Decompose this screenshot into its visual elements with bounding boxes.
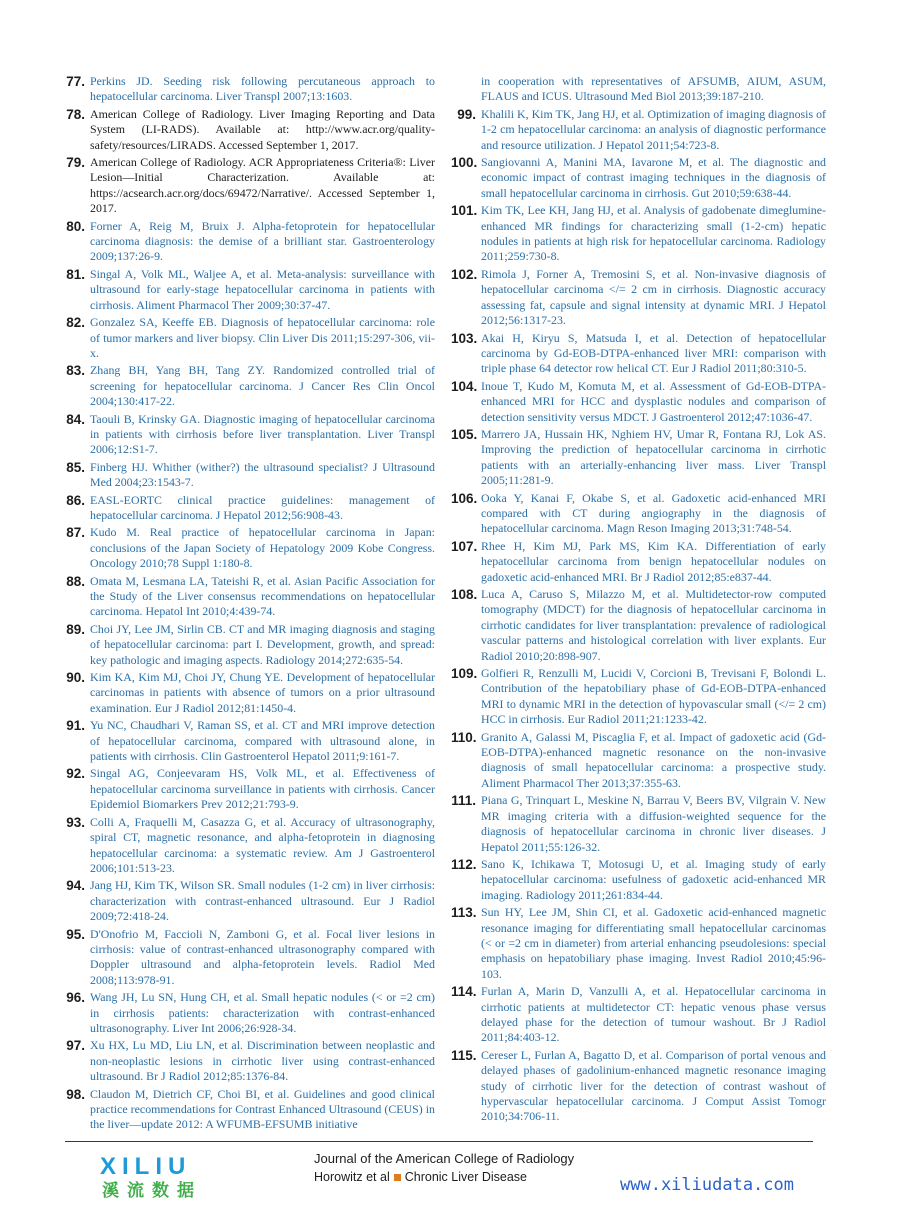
reference-number: 95. [66, 926, 85, 942]
reference-number: 78. [66, 106, 85, 122]
logo-chinese: 溪流数据 [102, 1181, 202, 1200]
reference-text[interactable]: Rhee H, Kim MJ, Park MS, Kim KA. Differentiation of early hepatocellular carcinoma from benign hepatocellular nodules on gadoxetic acid-enhanced MRI. Br J Radiol 2012;85:e837-44. [481, 538, 826, 584]
footer-divider [65, 1141, 813, 1142]
reference-text[interactable]: D'Onofrio M, Faccioli N, Zamboni G, et al. Focal liver lesions in cirrhosis: value of contrast-enhanced ultrasonography compared with Doppler ultrasound and alpha-fetoprotein levels. Radiol Med 2008;113:978-91. [90, 926, 435, 987]
reference-continuation: in cooperation with representatives of AFSUMB, AIUM, ASUM, FLAUS and ICUS. Ultrasound Med Biol 2013;39:187-210. [481, 74, 826, 104]
reference-number: 100. [451, 155, 478, 171]
reference-number: 90. [66, 670, 85, 686]
reference-item [451, 330, 826, 377]
reference-item [66, 266, 435, 313]
reference-text[interactable]: Rimola J, Forner A, Tremosini S, et al. Non-invasive diagnosis of hepatocellular carcinoma </= 2 cm in cirrhosis. Diagnostic accuracy assessing fat, capsule and signal intensity at dynamic MRI. J Hepatol 2012;56:1317-23. [481, 266, 826, 328]
reference-item [451, 1047, 826, 1125]
reference-number: 91. [66, 718, 85, 734]
reference-item [66, 573, 435, 620]
reference-text[interactable]: Xu HX, Lu MD, Liu LN, et al. Discrimination between neoplastic and non-neoplastic lesions in cirrhotic liver using contrast-enhanced ultrasound. Br J Radiol 2012;85:1376-84. [90, 1038, 435, 1084]
reference-number: 79. [66, 155, 85, 171]
reference-text[interactable]: Yu NC, Chaudhari V, Raman SS, et al. CT and MRI improve detection of hepatocellular carcinoma, compared with ultrasound alone, in patients with cirrhosis. Clin Gastroenterol Hepatol 2011;9:161-7. [90, 718, 435, 764]
reference-item [451, 793, 826, 855]
reference-text[interactable]: Finberg HJ. Whither (wither?) the ultrasound specialist? J Ultrasound Med 2004;23:1543-7. [90, 459, 435, 490]
reference-item [451, 426, 826, 489]
reference-text[interactable]: Furlan A, Marin D, Vanzulli A, et al. Hepatocellular carcinoma in cirrhotic patients at multidetector CT: hepatic venous phase versus delayed phase for the detection of tumour washout. Br J Radiol 2011;84:403-12. [481, 984, 826, 1045]
reference-number: 84. [66, 411, 85, 427]
reference-text[interactable]: Kim KA, Kim MJ, Choi JY, Chung YE. Development of hepatocellular carcinomas in patients with absence of tumors on a prior ultrasound examination. Eur J Radiol 2012;81:1450-4. [90, 670, 435, 715]
reference-number: 88. [66, 573, 85, 589]
reference-number: 98. [66, 1086, 85, 1102]
reference-text[interactable]: Omata M, Lesmana LA, Tateishi R, et al. Asian Pacific Association for the Study of the Liver consensus recommendations on hepatocellular carcinoma. Hepatol Int 2010;4:439-74. [90, 573, 435, 619]
reference-text[interactable]: Singal AG, Conjeevaram HS, Volk ML, et al. Effectiveness of hepatocellular carcinoma surveillance in patients with cirrhosis. Cancer Epidemiol Biomarkers Prev 2012;21:793-9. [90, 766, 435, 812]
reference-item [451, 490, 826, 537]
reference-item [66, 990, 435, 1036]
reference-number: 80. [66, 218, 85, 234]
reference-number: 81. [66, 266, 85, 282]
reference-item [66, 411, 435, 458]
reference-number: 97. [66, 1038, 85, 1054]
reference-text[interactable]: Zhang BH, Yang BH, Tang ZY. Randomized controlled trial of screening for hepatocellular carcinoma. J Cancer Res Clin Oncol 2004;130:417-22. [90, 363, 435, 409]
reference-number: 106. [451, 490, 478, 506]
reference-item [66, 74, 435, 105]
reference-text[interactable]: Perkins JD. Seeding risk following percutaneous approach to hepatocellular carcinoma. Liver Transpl 2007;13:1603. [90, 74, 435, 104]
reference-number: 99. [457, 106, 476, 122]
reference-item [66, 1086, 435, 1133]
reference-item [66, 1038, 435, 1084]
reference-text[interactable]: Piana G, Trinquart L, Meskine N, Barrau V, Beers BV, Vilgrain V. New MR imaging criteria with a diffusion-weighted sequence for the diagnosis of hepatocellular carcinoma in chronic liver diseases. J Hepatol 2011;55:126-32. [481, 793, 826, 854]
reference-item [451, 266, 826, 329]
reference-number: 101. [451, 203, 478, 219]
reference-item [66, 106, 435, 153]
reference-item [451, 378, 826, 425]
reference-item [66, 926, 435, 989]
reference-item [451, 587, 826, 664]
footer-topic: Chronic Liver Disease [404, 1170, 528, 1184]
reference-item [451, 538, 826, 585]
reference-item [66, 718, 435, 764]
reference-item [451, 666, 826, 728]
xiliu-logo [100, 1150, 240, 1200]
reference-item [66, 670, 435, 716]
reference-number: 114. [451, 984, 477, 1000]
reference-number: 87. [66, 525, 85, 541]
reference-text[interactable]: Sano K, Ichikawa T, Motosugi U, et al. Imaging study of early hepatocellular carcinoma: usefulness of gadoxetic acid-enhanced MR imaging. Radiology 2011;261:834-44. [481, 856, 826, 902]
reference-text[interactable]: Kim TK, Lee KH, Jang HJ, et al. Analysis of gadobenate dimeglumine-enhanced MR findings for characterizing small (1-2-cm) hepatic nodules in patients at high risk for hepatocellular carcinoma. Radiology 2011;259:730-8. [481, 203, 826, 264]
reference-item [66, 621, 435, 668]
reference-item [66, 766, 435, 812]
separator-square-icon [394, 1174, 401, 1181]
reference-text[interactable]: Colli A, Fraquelli M, Casazza G, et al. Accuracy of ultrasonography, spiral CT, magnetic resonance, and alpha-fetoprotein in diagnosing hepatocellular carcinoma: a systematic review. Am J Gastroenterol 2006;101:513-23. [90, 814, 435, 875]
reference-text[interactable]: Singal A, Volk ML, Waljee A, et al. Meta-analysis: surveillance with ultrasound for early-stage hepatocellular carcinoma in patients with cirrhosis. Aliment Pharmacol Ther 2009;30:37-47. [90, 266, 435, 312]
reference-text[interactable]: Wang JH, Lu SN, Hung CH, et al. Small hepatic nodules (< or =2 cm) in cirrhosis patients: characterization with contrast-enhanced ultrasonography. Liver Int 2006;26:928-34. [90, 990, 435, 1035]
reference-number: 104. [451, 378, 478, 394]
reference-text[interactable]: Sangiovanni A, Manini MA, Iavarone M, et al. The diagnostic and economic impact of contrast imaging techniques in the diagnosis of small hepatocellular carcinoma in cirrhosis. Gut 2010;59:638-44. [481, 155, 826, 200]
reference-text[interactable]: Gonzalez SA, Keeffe EB. Diagnosis of hepatocellular carcinoma: role of tumor markers and liver biopsy. Clin Liver Dis 2011;15:297-306, vii-x. [90, 315, 435, 360]
reference-text[interactable]: Ooka Y, Kanai F, Okabe S, et al. Gadoxetic acid-enhanced MRI compared with CT during angiography in the diagnosis of hepatocellular carcinoma. Magn Reson Imaging 2013;31:748-54. [481, 490, 826, 536]
reference-text[interactable]: Cereser L, Furlan A, Bagatto D, et al. Comparison of portal venous and delayed phases of gadolinium-enhanced magnetic resonance imaging study of cirrhotic liver for the detection of contrast washout of hypervascular hepatocellular carcinoma. J Comput Assist Tomogr 2010;34:706-11. [481, 1047, 826, 1124]
reference-text[interactable]: Jang HJ, Kim TK, Wilson SR. Small nodules (1-2 cm) in liver cirrhosis: characterization with contrast-enhanced ultrasound. Eur J Radiol 2009;72:418-24. [90, 878, 435, 924]
reference-text[interactable]: Kudo M. Real practice of hepatocellular carcinoma in Japan: conclusions of the Japan Society of Hepatology 2009 Kobe Congress. Oncology 2010;78 Suppl 1:180-8. [90, 525, 435, 571]
reference-text[interactable]: Akai H, Kiryu S, Matsuda I, et al. Detection of hepatocellular carcinoma by Gd-EOB-DTPA-enhanced liver MRI: comparison with triple phase 64 detector row helical CT. Eur J Radiol 2011;80:310-5. [481, 330, 826, 376]
reference-number: 108. [451, 587, 478, 602]
reference-item [451, 856, 826, 903]
reference-item [451, 155, 826, 201]
reference-item [66, 315, 435, 361]
reference-number: 105. [451, 426, 478, 442]
reference-text[interactable]: Khalili K, Kim TK, Jang HJ, et al. Optimization of imaging diagnosis of 1-2 cm hepatocellular carcinoma: an analysis of diagnostic performance and resource utilization. J Hepatol 2011;54:723-8. [481, 106, 826, 152]
footer-authors: Horowitz et al [314, 1170, 390, 1184]
reference-text[interactable]: Marrero JA, Hussain HK, Nghiem HV, Umar R, Fontana RJ, Lok AS. Improving the prediction of hepatocellular carcinoma in cirrhotic patients with an arterially-enhancing liver mass. Liver Transpl 2005;11:281-9. [481, 426, 826, 488]
reference-item [66, 218, 435, 265]
reference-text[interactable]: Sun HY, Lee JM, Shin CI, et al. Gadoxetic acid-enhanced magnetic resonance imaging for differentiating small hepatocellular carcinomas (< or =2 cm in diameter) from arterial enhancing pseudolesions: special emphasis on hepatobiliary phase imaging. Invest Radiol 2010;45:96-103. [481, 905, 826, 981]
reference-number: 109. [451, 666, 478, 682]
reference-item [451, 729, 826, 792]
reference-item [66, 814, 435, 877]
reference-item [66, 459, 435, 491]
reference-item [66, 363, 435, 409]
reference-text[interactable]: Choi JY, Lee JM, Sirlin CB. CT and MR imaging diagnosis and staging of hepatocellular carcinoma: part I. Development, growth, and spread: key pathologic and imaging aspects. Radiology 2014;272:635-54. [90, 621, 435, 667]
reference-number: 96. [66, 990, 85, 1006]
reference-number: 102. [451, 266, 478, 282]
reference-number: 86. [66, 492, 85, 508]
journal-name: Journal of the American College of Radiology [314, 1151, 575, 1166]
reference-number: 107. [451, 538, 478, 554]
reference-item [451, 905, 826, 982]
reference-text[interactable]: American College of Radiology. ACR Appropriateness Criteria®: Liver Lesion—Initial Characterization. Available at: https://acsearch.acr.org/docs/69472/Narrative/. Accessed September 1, 2017. [90, 155, 435, 216]
reference-number: 77. [66, 74, 85, 89]
reference-text[interactable]: Claudon M, Dietrich CF, Choi BI, et al. Guidelines and good clinical practice recommendations for Contrast Enhanced Ultrasound (CEUS) in the liver—update 2012: A WFUMB-EFSUMB initiative [90, 1086, 435, 1132]
reference-text[interactable]: Golfieri R, Renzulli M, Lucidi V, Corcioni B, Trevisani F, Bolondi L. Contribution of the hepatobiliary phase of Gd-EOB-DTPA-enhanced MRI to dynamic MRI in the detection of hypovascular small (</= 2 cm) HCC in cirrhosis. Eur Radiol 2011;21:1233-42. [481, 666, 826, 727]
reference-text[interactable]: Taouli B, Krinsky GA. Diagnostic imaging of hepatocellular carcinoma in patients with cirrhosis before liver transplantation. Liver Transpl 2006;12:S1-7. [90, 411, 435, 457]
reference-number: 92. [66, 766, 85, 782]
reference-number: 82. [66, 315, 85, 331]
logo-wordmark: XILIU [100, 1153, 192, 1180]
reference-text[interactable]: American College of Radiology. Liver Imaging Reporting and Data System (LI-RADS). Available at: http://www.acr.org/quality-safety/resources/LIRADS. Accessed September 1, 2017. [90, 106, 435, 152]
running-footer [314, 1170, 527, 1184]
reference-number: 115. [451, 1047, 477, 1063]
reference-number: 83. [66, 363, 85, 379]
reference-text[interactable]: EASL-EORTC clinical practice guidelines: management of hepatocellular carcinoma. J Hepatol 2012;56:908-43. [90, 492, 435, 522]
reference-text[interactable]: Inoue T, Kudo M, Komuta M, et al. Assessment of Gd-EOB-DTPA-enhanced MRI for HCC and dysplastic nodules and comparison of detection sensitivity versus MDCT. J Gastroenterol 2012;47:1036-47. [481, 378, 826, 424]
reference-item [451, 984, 826, 1046]
reference-item [457, 106, 826, 153]
watermark-url[interactable]: www.xiliudata.com [620, 1175, 794, 1195]
reference-item [66, 492, 435, 524]
reference-item [66, 525, 435, 571]
reference-number: 94. [66, 878, 85, 894]
reference-number: 103. [451, 330, 478, 346]
reference-number: 111. [451, 793, 476, 809]
right-column [451, 74, 826, 1127]
reference-number: 93. [66, 814, 85, 830]
reference-number: 89. [66, 621, 85, 637]
reference-number: 112. [451, 856, 477, 872]
reference-item [451, 203, 826, 265]
reference-number: 110. [451, 729, 477, 745]
reference-number: 85. [66, 459, 85, 475]
reference-text[interactable]: Luca A, Caruso S, Milazzo M, et al. Multidetector-row computed tomography (MDCT) for the diagnosis of hepatocellular carcinoma in cirrhotic candidates for liver transplantation: prevalence of radiological vascular patterns and histological correlation with liver explants. Eur Radiol 2010;20:898-907. [481, 587, 826, 663]
reference-item [66, 155, 435, 217]
reference-item [66, 878, 435, 924]
reference-text[interactable]: Forner A, Reig M, Bruix J. Alpha-fetoprotein for hepatocellular carcinoma diagnosis: the demise of a brilliant star. Gastroenterology 2009;137:26-9. [90, 218, 435, 264]
reference-text[interactable]: Granito A, Galassi M, Piscaglia F, et al. Impact of gadoxetic acid (Gd-EOB-DTPA)-enhanced magnetic resonance on the non-invasive diagnosis of small hepatocellular carcinoma: a prospective study. Aliment Pharmacol Ther 2013;37:355-63. [481, 729, 826, 790]
reference-number: 113. [451, 905, 477, 921]
left-column [66, 74, 435, 1135]
